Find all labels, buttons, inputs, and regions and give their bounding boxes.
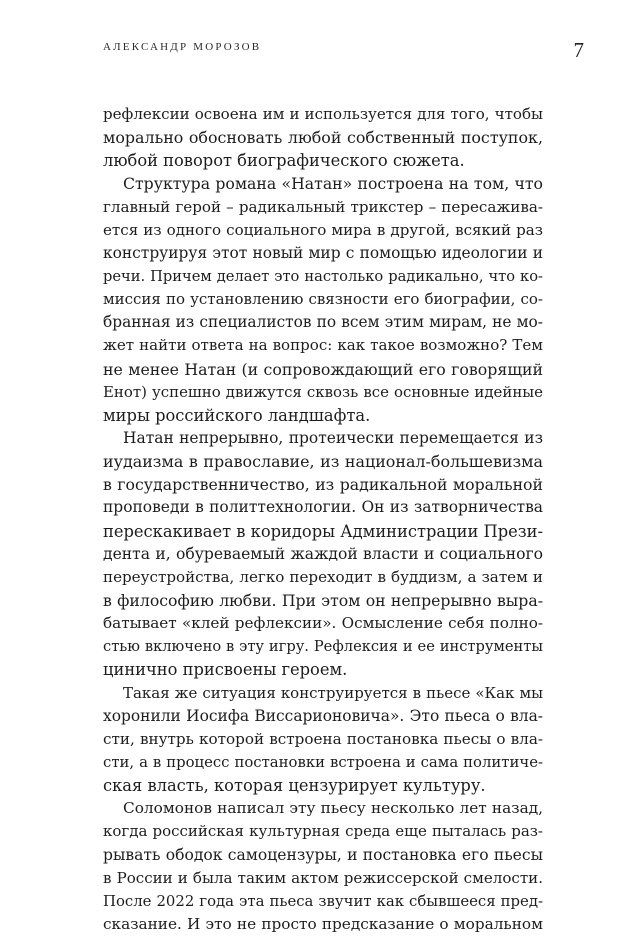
- running-head: АЛЕКСАНДР МОРОЗОВ: [103, 41, 262, 53]
- body-text: [103, 103, 543, 936]
- text-line: ется из одного социального мира в другой, всякий раз: [103, 220, 543, 239]
- text-line: главный герой – радикальный трикстер – пересажива-: [103, 197, 543, 216]
- text-line: ская власть, которая цензурирует культуру.: [103, 776, 486, 796]
- text-line: стью включено в эту игру. Рефлексия и ее инструменты: [103, 638, 543, 656]
- text-line: миры российского ландшафта.: [103, 405, 371, 425]
- text-line: сказание. И это не просто предсказание о моральном: [103, 914, 543, 933]
- text-line: жет найти ответа на вопрос: как такое возможно? Тем: [103, 336, 543, 355]
- page-number: 7: [573, 38, 584, 62]
- text-line: сти, внутрь которой встроена постановка пьесы о вла-: [103, 729, 543, 748]
- text-line: После 2022 года эта пьеса звучит как сбывшееся пред-: [103, 891, 543, 910]
- text-line: цинично присвоены героем.: [103, 660, 348, 680]
- text-line: Енот) успешно движутся сквозь все основные идейные: [103, 382, 543, 401]
- text-line: батывает «клей рефлексии». Осмысление себя полно-: [103, 614, 543, 633]
- text-line: Соломонов написал эту пьесу несколько лет назад,: [123, 799, 543, 818]
- text-line: проповеди в политтехнологии. Он из затворничества: [103, 498, 543, 517]
- text-line: морально обосновать любой собственный поступок,: [103, 128, 543, 148]
- text-line: переустройства, легко переходит в буддизм, а затем и: [103, 567, 543, 586]
- paragraph: [103, 797, 543, 936]
- text-line: Структура романа «Натан» построена на том, что: [123, 174, 543, 194]
- paragraph: [103, 682, 543, 798]
- text-line: не менее Натан (и сопровождающий его говорящий: [103, 359, 543, 379]
- text-line: конструируя этот новый мир с помощью идеологии и: [103, 243, 543, 262]
- text-line: в России и была таким актом режиссерской смелости.: [103, 868, 543, 887]
- text-line: в философию любви. При этом он непрерывно выра-: [103, 590, 543, 610]
- text-line: рывать ободок самоцензуры, и постановка его пьесы: [103, 845, 543, 864]
- paragraph: [103, 103, 543, 172]
- text-line: рефлексии освоена им и используется для того, чтобы: [103, 105, 543, 123]
- text-line: Такая же ситуация конструируется в пьесе «Как мы: [123, 683, 543, 702]
- text-line: хоронили Иосифа Виссарионовича». Это пьеса о вла-: [103, 706, 543, 725]
- text-line: любой поворот биографического сюжета.: [103, 151, 465, 171]
- paragraph: [103, 427, 543, 682]
- text-line: речи. Причем делает это настолько радикально, что ко-: [103, 267, 543, 285]
- paragraph: [103, 172, 543, 427]
- text-line: дента и, обуреваемый жаждой власти и социального: [103, 544, 543, 563]
- text-line: миссия по установлению связности его биографии, со-: [103, 290, 543, 309]
- text-line: Натан непрерывно, протеически перемещается из: [123, 428, 543, 447]
- text-line: бранная из специалистов по всем этим мирам, не мо-: [103, 313, 543, 332]
- text-line: сти, а в процесс постановки встроена и сама политиче-: [103, 752, 543, 771]
- text-line: в государственничество, из радикальной моральной: [103, 475, 543, 495]
- text-line: перескакивает в коридоры Администрации Прези-: [103, 521, 543, 541]
- text-line: иудаизма в православие, из национал-большевизма: [103, 452, 543, 472]
- text-line: когда российская культурная среда еще пыталась раз-: [103, 822, 543, 841]
